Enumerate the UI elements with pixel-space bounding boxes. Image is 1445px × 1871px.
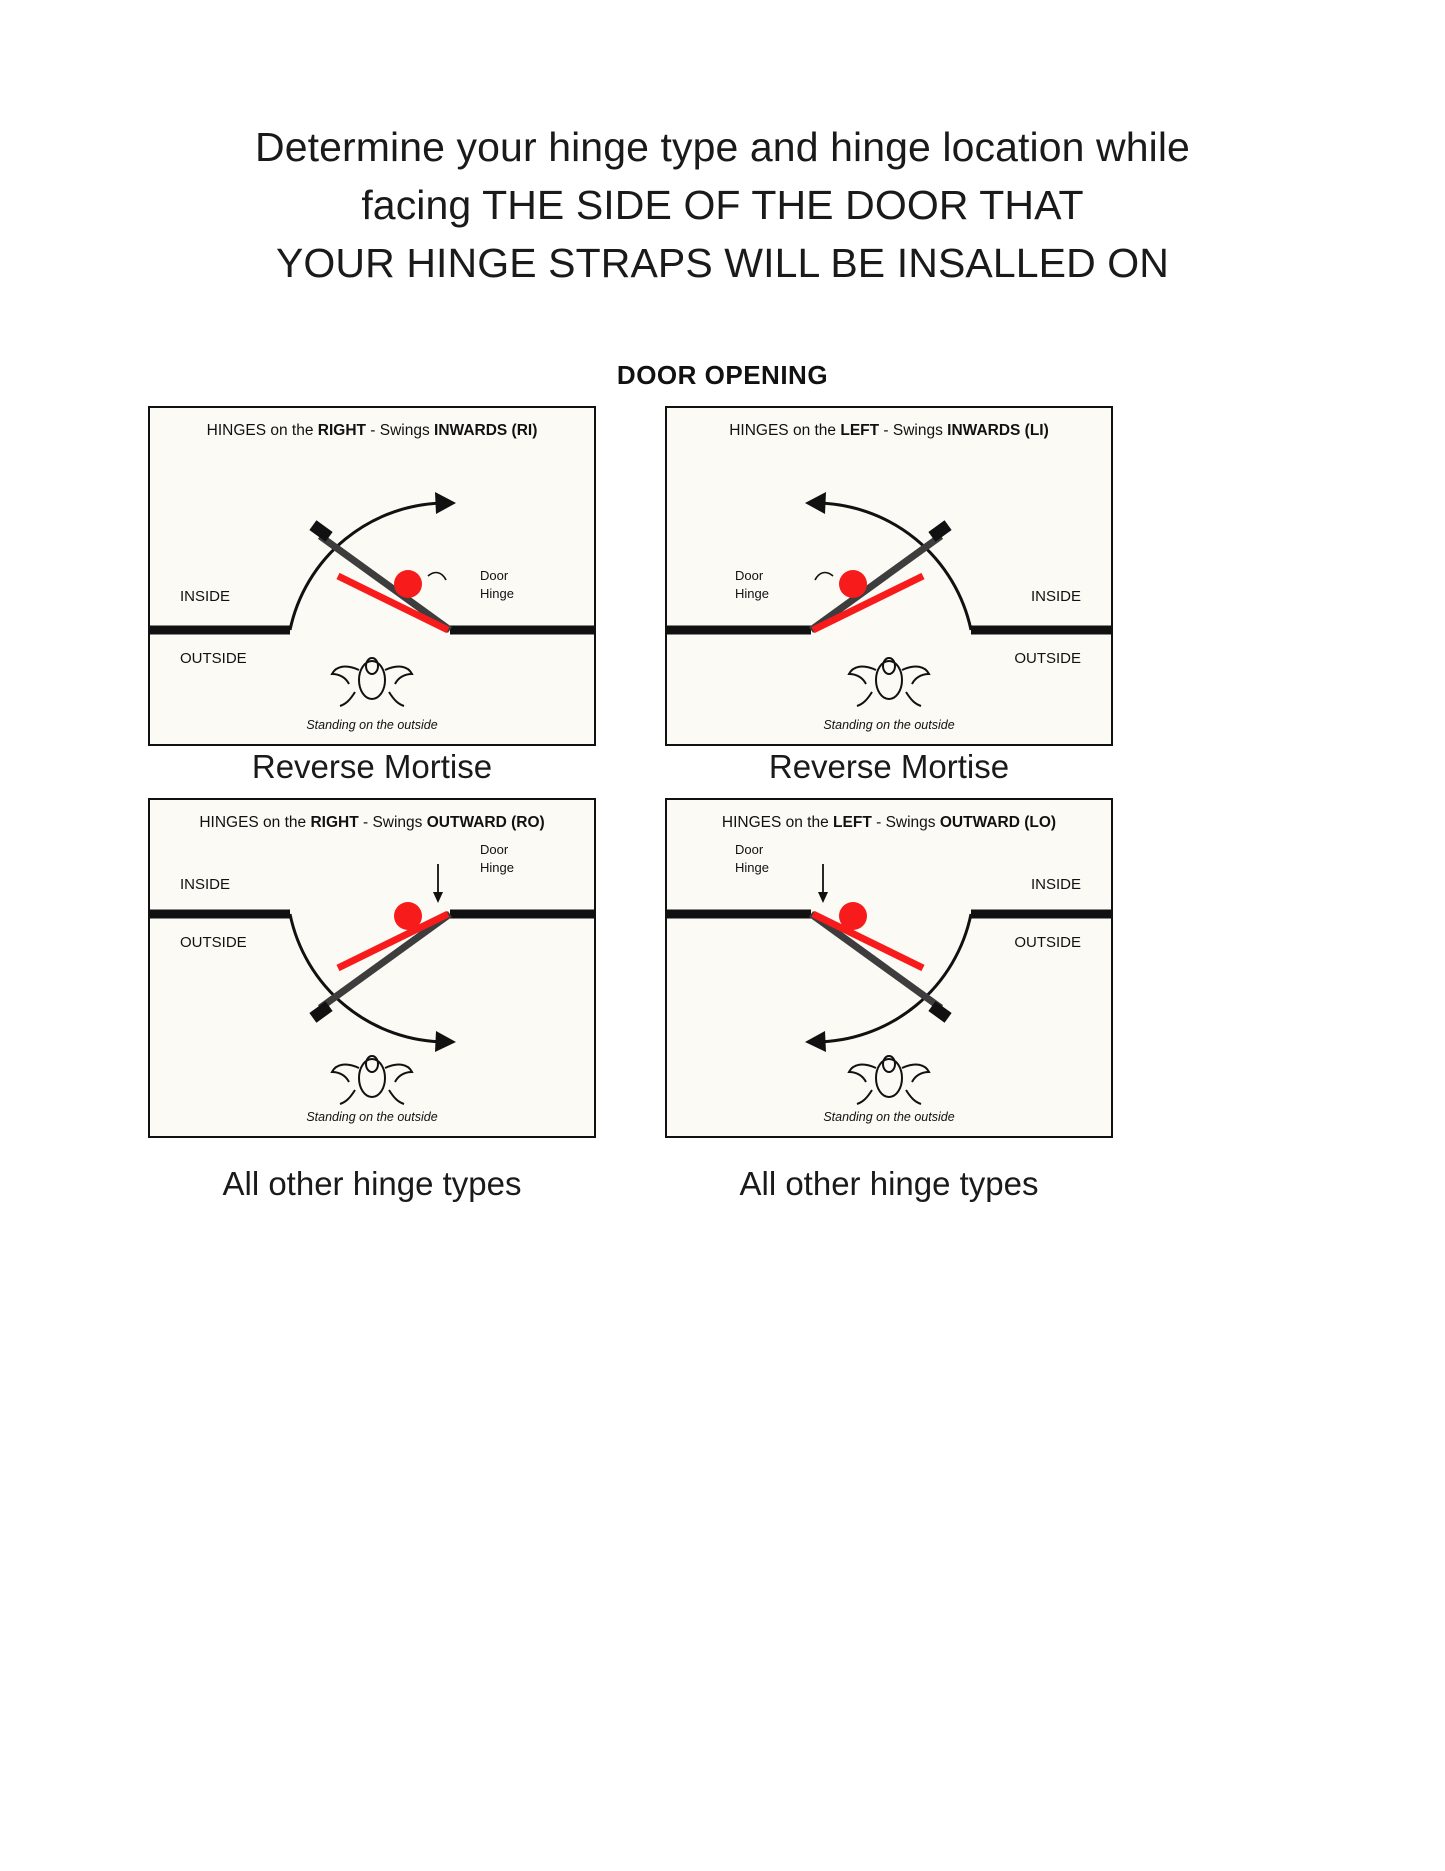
diagram-panel-left-inwards	[665, 406, 1113, 746]
hinge-pivot-dot	[394, 902, 422, 930]
door-hinge-label-line1: Door	[480, 842, 509, 857]
diagram-panel-right-outward	[148, 798, 596, 1138]
panel-title	[150, 422, 594, 440]
person-standing-icon	[849, 658, 929, 706]
page-title-line-2: facing THE SIDE OF THE DOOR THAT	[361, 182, 1084, 229]
hinge-pivot-dot	[394, 570, 422, 598]
panel-caption-right-outward: All other hinge types	[222, 1165, 522, 1202]
person-standing-icon	[849, 1056, 929, 1104]
panel-title-swing: OUTWARD (LO)	[939, 814, 1057, 831]
panel-title-swing: INWARDS (RI)	[434, 422, 538, 439]
panel-drawing	[150, 800, 594, 1136]
door-hinge-label-line1: Door	[735, 568, 764, 583]
hinge-label-arrow-icon	[433, 892, 443, 903]
diagram-panel-right-inwards	[148, 406, 596, 746]
door-hinge-label-line2: Hinge	[480, 586, 514, 601]
panel-title-prefix: HINGES on the	[729, 422, 841, 439]
hinge-strap-marker	[338, 576, 448, 630]
hinge-label-arrow-icon	[818, 892, 828, 903]
panel-title	[667, 814, 1111, 832]
door-hinge-label-line2: Hinge	[735, 860, 769, 875]
swing-arrow-icon	[435, 492, 456, 514]
panel-title	[150, 814, 594, 832]
hinge-strap-marker	[813, 576, 923, 630]
outside-label: OUTSIDE	[1014, 650, 1081, 667]
diagram-panel-left-outward	[665, 798, 1113, 1138]
door-hinge-label-line2: Hinge	[480, 860, 514, 875]
person-standing-icon	[332, 1056, 412, 1104]
hinge-pivot-dot	[839, 570, 867, 598]
panel-title-side: LEFT	[833, 814, 872, 831]
standing-note: Standing on the outside	[306, 718, 438, 732]
inside-label: INSIDE	[1030, 876, 1081, 893]
panel-title-mid: - Swings	[871, 814, 940, 831]
inside-label: INSIDE	[180, 588, 231, 605]
inside-label: INSIDE	[180, 876, 231, 893]
panel-title-swing: OUTWARD (RO)	[426, 814, 545, 831]
panel-title-prefix: HINGES on the	[721, 814, 834, 831]
outside-label: OUTSIDE	[1014, 934, 1081, 951]
person-standing-icon	[332, 658, 412, 706]
door-leaf	[811, 536, 941, 630]
hinge-pivot-dot	[839, 902, 867, 930]
panel-drawing	[150, 408, 594, 744]
panel-caption-left-outward: All other hinge types	[739, 1165, 1039, 1202]
panel-title-prefix: HINGES on the	[199, 814, 311, 831]
page-title-line-3: YOUR HINGE STRAPS WILL BE INSALLED ON	[275, 240, 1169, 287]
hinge-strap-marker	[338, 914, 448, 968]
inside-label: INSIDE	[1030, 588, 1081, 605]
swing-arrow-icon	[435, 1031, 456, 1052]
panel-caption-left-inwards: Reverse Mortise	[768, 748, 1010, 785]
panel-title-prefix: HINGES on the	[206, 422, 318, 439]
outside-label: OUTSIDE	[180, 934, 247, 951]
outside-label: OUTSIDE	[180, 650, 247, 667]
panel-title-side: RIGHT	[310, 814, 359, 831]
swing-arrow-icon	[805, 1031, 826, 1052]
standing-note: Standing on the outside	[306, 1110, 438, 1124]
page-title-line-1: Determine your hinge type and hinge location while	[255, 124, 1190, 170]
panel-title-side: LEFT	[840, 422, 880, 439]
panel-drawing	[667, 800, 1111, 1136]
door-leaf	[811, 914, 941, 1008]
page-title	[0, 118, 1445, 293]
door-opening-title: DOOR OPENING	[616, 360, 829, 390]
door-leaf	[320, 536, 450, 630]
standing-note: Standing on the outside	[823, 1110, 955, 1124]
door-hinge-label-line2: Hinge	[735, 586, 769, 601]
swing-arrow-icon	[805, 492, 826, 514]
panel-title-mid: - Swings	[365, 422, 435, 439]
hinge-strap-marker	[813, 914, 923, 968]
panel-title-mid: - Swings	[879, 422, 948, 439]
standing-note: Standing on the outside	[823, 718, 955, 732]
panel-title-swing: INWARDS (LI)	[947, 422, 1049, 439]
panel-title-side: RIGHT	[317, 422, 366, 439]
door-leaf	[320, 914, 450, 1008]
panel-caption-right-inwards: Reverse Mortise	[251, 748, 493, 785]
panel-title	[667, 422, 1111, 440]
panel-drawing	[667, 408, 1111, 744]
door-hinge-label-line1: Door	[480, 568, 509, 583]
hinge-label-leader	[428, 573, 446, 580]
panel-title-mid: - Swings	[358, 814, 427, 831]
door-hinge-label-line1: Door	[735, 842, 764, 857]
hinge-label-leader	[815, 573, 833, 580]
